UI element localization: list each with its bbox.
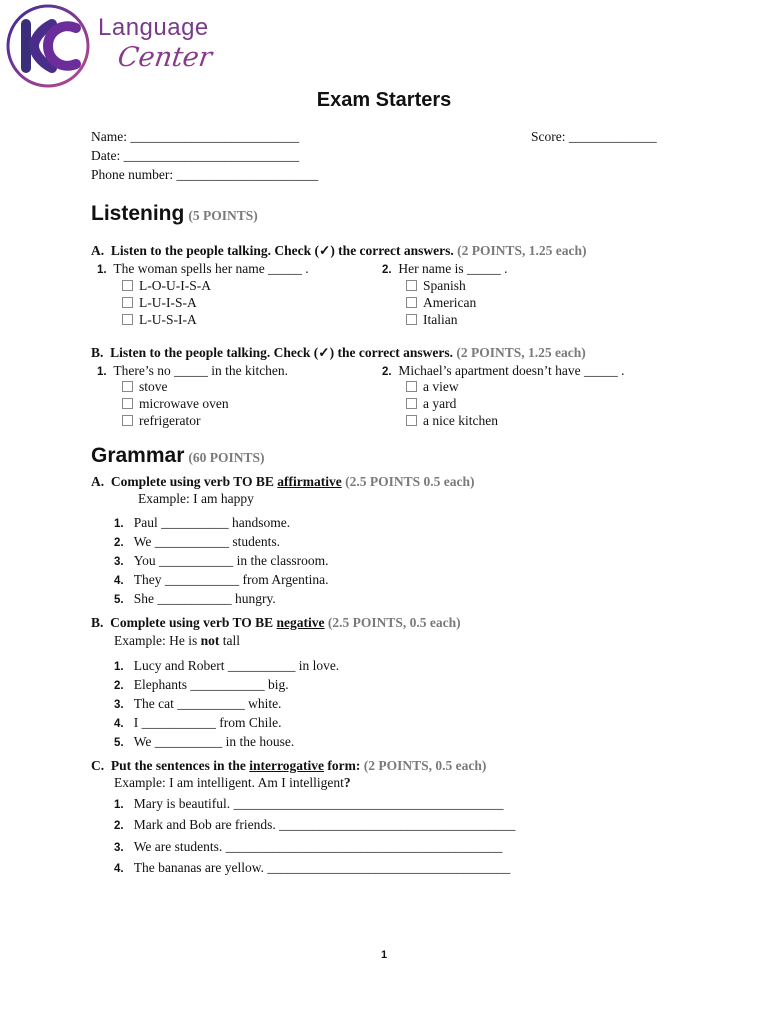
checkbox-icon[interactable] <box>122 280 133 291</box>
phone-field[interactable]: Phone number: _____________________ <box>91 167 319 182</box>
grammar-heading <box>91 444 265 468</box>
logo-mark-icon <box>4 0 96 92</box>
grammar-a-instruction: A. Complete using verb TO BE affirmative (2.5 POINTS 0.5 each) <box>91 474 475 489</box>
checkbox-icon[interactable] <box>122 297 133 308</box>
option-checkbox[interactable]: refrigerator <box>122 412 229 429</box>
date-field[interactable]: Date: __________________________ <box>91 148 300 163</box>
listening-a-instruction: A. Listen to the people talking. Check (✓) the correct answers. (2 POINTS, 1.25 each) <box>91 243 587 258</box>
option-checkbox[interactable]: L-U-S-I-A <box>122 311 211 328</box>
list-item[interactable]: 5. We __________ in the house. <box>114 734 295 749</box>
grammar-a-list <box>114 514 328 609</box>
listening-b-q1: 1. There’s no _____ in the kitchen. <box>97 363 289 378</box>
grammar-points: (60 POINTS) <box>188 450 265 465</box>
list-item[interactable]: 4. They ___________ from Argentina. <box>114 572 329 587</box>
list-item[interactable]: 2. We ___________ students. <box>114 534 280 549</box>
name-field[interactable]: Name: _________________________ <box>91 129 300 144</box>
checkbox-icon[interactable] <box>122 381 133 392</box>
listening-b-q2: 2. Michael’s apartment doesn’t have _____ . <box>382 363 625 378</box>
listening-title: Listening <box>91 202 185 225</box>
listening-a-q1-options <box>122 277 211 328</box>
option-checkbox[interactable]: a view <box>406 378 498 395</box>
listening-a-q2: 2. Her name is _____ . <box>382 261 508 276</box>
option-checkbox[interactable]: stove <box>122 378 229 395</box>
grammar-c-instruction: C. Put the sentences in the interrogative form: (2 POINTS, 0.5 each) <box>91 758 487 773</box>
listening-b-instruction: B. Listen to the people talking. Check (✓) the correct answers. (2 POINTS, 1.25 each) <box>91 345 586 360</box>
list-item[interactable]: 4. I ___________ from Chile. <box>114 715 282 730</box>
option-checkbox[interactable]: L-O-U-I-S-A <box>122 277 211 294</box>
option-checkbox[interactable]: L-U-I-S-A <box>122 294 211 311</box>
list-item[interactable]: 1. Lucy and Robert __________ in love. <box>114 658 340 673</box>
listening-heading <box>91 202 258 226</box>
page-number: 1 <box>380 949 388 961</box>
option-checkbox[interactable]: microwave oven <box>122 395 229 412</box>
listening-a-q1: 1. The woman spells her name _____ . <box>97 261 309 276</box>
list-item[interactable]: 1. Paul __________ handsome. <box>114 515 291 530</box>
listening-b-q2-options <box>406 378 498 429</box>
logo-word-language: Language <box>98 14 209 41</box>
grammar-b-instruction: B. Complete using verb TO BE negative (2.5 POINTS, 0.5 each) <box>91 615 461 630</box>
grammar-c-list <box>114 794 515 879</box>
grammar-b-example: Example: He is not tall <box>114 633 240 648</box>
listening-b-q1-options <box>122 378 229 429</box>
list-item[interactable]: 3. The cat __________ white. <box>114 696 282 711</box>
checkbox-icon[interactable] <box>406 280 417 291</box>
score-field[interactable]: Score: _____________ <box>531 129 657 144</box>
checkbox-icon[interactable] <box>122 415 133 426</box>
option-checkbox[interactable]: Italian <box>406 311 476 328</box>
checkbox-icon[interactable] <box>406 398 417 409</box>
list-item[interactable]: 5. She ___________ hungry. <box>114 591 276 606</box>
list-item[interactable]: 3. We are students. _________________________________________ <box>114 838 503 854</box>
listening-points: (5 POINTS) <box>188 208 258 223</box>
checkbox-icon[interactable] <box>406 314 417 325</box>
page-title: Exam Starters <box>316 89 452 111</box>
logo <box>4 0 234 92</box>
grammar-title: Grammar <box>91 444 185 467</box>
option-checkbox[interactable]: a yard <box>406 395 498 412</box>
checkbox-icon[interactable] <box>122 314 133 325</box>
checkbox-icon[interactable] <box>122 398 133 409</box>
logo-word-center: Center <box>115 42 214 73</box>
list-item[interactable]: 4. The bananas are yellow. ____________________________________ <box>114 859 511 875</box>
list-item[interactable]: 1. Mary is beautiful. ________________________________________ <box>114 796 504 811</box>
grammar-c-example: Example: I am intelligent. Am I intelligent? <box>114 775 351 790</box>
listening-a-q2-options <box>406 277 476 328</box>
option-checkbox[interactable]: American <box>406 294 476 311</box>
list-item[interactable]: 2. Elephants ___________ big. <box>114 677 289 692</box>
list-item[interactable]: 2. Mark and Bob are friends. ___________________________________ <box>114 817 516 833</box>
option-checkbox[interactable]: Spanish <box>406 277 476 294</box>
list-item[interactable]: 3. You ___________ in the classroom. <box>114 553 329 568</box>
grammar-b-list <box>114 657 339 752</box>
checkbox-icon[interactable] <box>406 381 417 392</box>
grammar-a-example: Example: I am happy <box>138 491 254 506</box>
checkbox-icon[interactable] <box>406 415 417 426</box>
option-checkbox[interactable]: a nice kitchen <box>406 412 498 429</box>
checkbox-icon[interactable] <box>406 297 417 308</box>
